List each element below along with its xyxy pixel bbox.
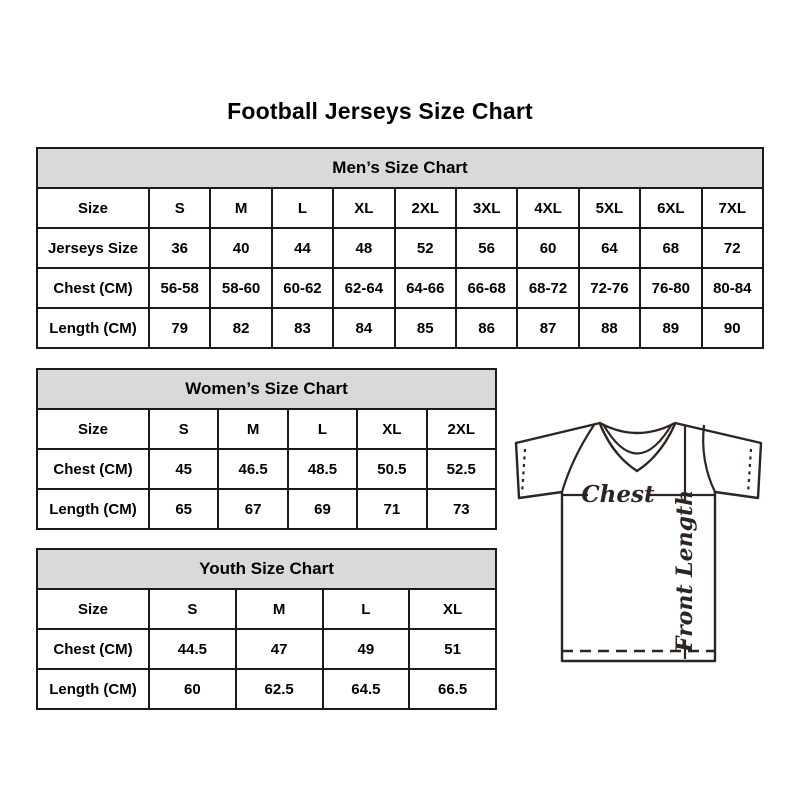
table-row [37, 669, 496, 709]
value-cell: 44 [272, 228, 333, 268]
value-cell: 56-58 [149, 268, 210, 308]
value-cell: 72 [702, 228, 763, 268]
value-cell: 36 [149, 228, 210, 268]
value-cell: 49 [323, 629, 410, 669]
value-cell: XL [409, 589, 496, 629]
value-cell: 47 [236, 629, 323, 669]
value-cell: 60 [517, 228, 578, 268]
value-cell: 68 [640, 228, 701, 268]
value-cell: 72-76 [579, 268, 640, 308]
value-cell: 87 [517, 308, 578, 348]
front-length-label: Front Length [672, 489, 698, 653]
row-header-cell: Size [37, 409, 149, 449]
row-header-cell: Chest (CM) [37, 268, 149, 308]
table-row [37, 268, 763, 308]
value-cell: L [288, 409, 357, 449]
value-cell: XL [357, 409, 426, 449]
value-cell: 90 [702, 308, 763, 348]
table-row [37, 308, 763, 348]
value-cell: 88 [579, 308, 640, 348]
value-cell: 82 [210, 308, 271, 348]
table-caption-row [37, 369, 496, 409]
mens-size-table [36, 147, 764, 349]
value-cell: 46.5 [218, 449, 287, 489]
value-cell: 3XL [456, 188, 517, 228]
value-cell: 64-66 [395, 268, 456, 308]
mens-table-title: Men’s Size Chart [37, 148, 763, 188]
value-cell: 6XL [640, 188, 701, 228]
value-cell: 79 [149, 308, 210, 348]
table-row [37, 188, 763, 228]
value-cell: 7XL [702, 188, 763, 228]
value-cell: 62.5 [236, 669, 323, 709]
row-header-cell: Length (CM) [37, 308, 149, 348]
row-header-cell: Length (CM) [37, 489, 149, 529]
value-cell: XL [333, 188, 394, 228]
table-row [37, 629, 496, 669]
value-cell: 52.5 [427, 449, 496, 489]
page-title: Football Jerseys Size Chart [227, 98, 533, 124]
youth-table-title: Youth Size Chart [37, 549, 496, 589]
value-cell: 85 [395, 308, 456, 348]
value-cell: S [149, 188, 210, 228]
value-cell: 4XL [517, 188, 578, 228]
value-cell: 60-62 [272, 268, 333, 308]
value-cell: 48 [333, 228, 394, 268]
value-cell: M [218, 409, 287, 449]
jersey-measurement-diagram [500, 403, 780, 675]
value-cell: M [236, 589, 323, 629]
value-cell: 58-60 [210, 268, 271, 308]
value-cell: 68-72 [517, 268, 578, 308]
value-cell: 65 [149, 489, 218, 529]
table-caption-row [37, 549, 496, 589]
value-cell: 48.5 [288, 449, 357, 489]
value-cell: S [149, 409, 218, 449]
value-cell: 51 [409, 629, 496, 669]
value-cell: 52 [395, 228, 456, 268]
value-cell: 80-84 [702, 268, 763, 308]
row-header-cell: Chest (CM) [37, 629, 149, 669]
value-cell: L [272, 188, 333, 228]
value-cell: M [210, 188, 271, 228]
value-cell: 50.5 [357, 449, 426, 489]
chest-label: Chest [581, 481, 655, 508]
value-cell: 44.5 [149, 629, 236, 669]
value-cell: 62-64 [333, 268, 394, 308]
row-header-cell: Size [37, 188, 149, 228]
value-cell: 83 [272, 308, 333, 348]
table-row [37, 449, 496, 489]
value-cell: 2XL [427, 409, 496, 449]
value-cell: 84 [333, 308, 394, 348]
value-cell: 66.5 [409, 669, 496, 709]
value-cell: 76-80 [640, 268, 701, 308]
value-cell: 60 [149, 669, 236, 709]
table-row [37, 589, 496, 629]
row-header-cell: Jerseys Size [37, 228, 149, 268]
table-row [37, 409, 496, 449]
womens-size-table [36, 368, 497, 530]
row-header-cell: Length (CM) [37, 669, 149, 709]
value-cell: 2XL [395, 188, 456, 228]
value-cell: 40 [210, 228, 271, 268]
value-cell: 64.5 [323, 669, 410, 709]
table-row [37, 489, 496, 529]
value-cell: 66-68 [456, 268, 517, 308]
value-cell: 67 [218, 489, 287, 529]
youth-size-table [36, 548, 497, 710]
row-header-cell: Size [37, 589, 149, 629]
womens-table-title: Women’s Size Chart [37, 369, 496, 409]
table-row [37, 228, 763, 268]
value-cell: L [323, 589, 410, 629]
table-caption-row [37, 148, 763, 188]
value-cell: 5XL [579, 188, 640, 228]
value-cell: S [149, 589, 236, 629]
value-cell: 64 [579, 228, 640, 268]
value-cell: 69 [288, 489, 357, 529]
row-header-cell: Chest (CM) [37, 449, 149, 489]
value-cell: 56 [456, 228, 517, 268]
value-cell: 71 [357, 489, 426, 529]
jersey-outline [516, 423, 761, 661]
value-cell: 89 [640, 308, 701, 348]
value-cell: 73 [427, 489, 496, 529]
value-cell: 45 [149, 449, 218, 489]
value-cell: 86 [456, 308, 517, 348]
